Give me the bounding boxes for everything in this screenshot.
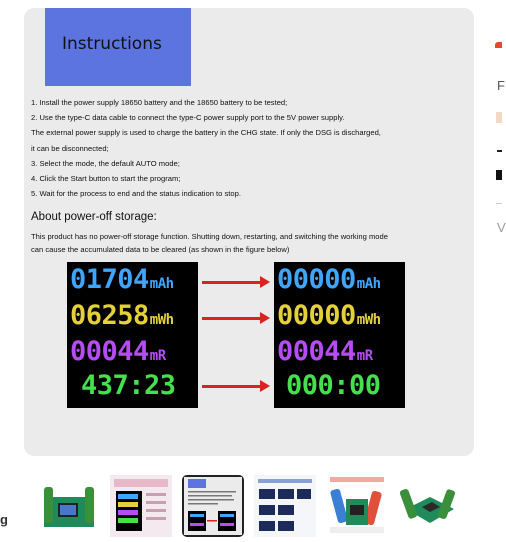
- capacity-readout: 01704mAh: [70, 264, 174, 295]
- lcd-after-screen: [274, 262, 405, 408]
- badge-fragment: [496, 112, 502, 123]
- time-readout: 000:00: [286, 370, 381, 401]
- capacity-readout: 00000mAh: [277, 264, 381, 295]
- power-off-storage-heading: About power-off storage:: [31, 211, 157, 223]
- instructions-title-box: [45, 8, 191, 86]
- thumbnail-board-angle[interactable]: [398, 475, 460, 537]
- arrow-icon: [202, 385, 267, 388]
- thumbnail-board-photo[interactable]: [38, 475, 100, 537]
- product-image-main: [24, 8, 474, 456]
- step-line: it can be disconnected;: [31, 143, 109, 153]
- power-off-storage-description: [31, 230, 471, 256]
- side-mark: [497, 150, 502, 152]
- step-line: 4. Click the Start button to start the program;: [31, 174, 181, 184]
- thumbnail-lcd-display[interactable]: [110, 475, 172, 537]
- description-line: This product has no power-off storage function. Shutting down, restarting, and switching the working mode: [31, 232, 388, 241]
- instructions-title: Instructions: [62, 34, 162, 54]
- board-angle-photo-icon: [398, 475, 460, 537]
- mode-diagram-icon: [254, 475, 316, 537]
- left-edge-fragment: g: [0, 512, 8, 527]
- resistance-readout: 00044mR: [70, 336, 166, 367]
- side-text-fragment: V: [497, 220, 506, 235]
- thumbnail-instructions-selected[interactable]: [182, 475, 244, 537]
- instructions-image-icon: [184, 477, 242, 535]
- lcd-display-icon: [110, 475, 172, 537]
- side-mark: [496, 170, 502, 180]
- thumbnail-strip: [0, 472, 502, 536]
- promo-icon: [495, 42, 502, 48]
- step-line: 5. Wait for the process to end and the status indication to stop.: [31, 189, 241, 199]
- lcd-before-screen: [67, 262, 198, 408]
- step-line: 2. Use the type-C data cable to connect the type-C power supply port to the 5V power supply.: [31, 113, 345, 123]
- energy-readout: 06258mWh: [70, 300, 174, 331]
- thumbnail-mode-diagram[interactable]: [254, 475, 316, 537]
- arrow-icon: [202, 317, 267, 320]
- board-photo-icon: [38, 475, 100, 537]
- description-line: can cause the accumulated data to be cleared (as shown in the figure below): [31, 245, 290, 254]
- instructions-steps: [31, 95, 471, 201]
- thumbnail-wiring-diagram[interactable]: [326, 475, 388, 537]
- step-line: 3. Select the mode, the default AUTO mode;: [31, 158, 180, 168]
- arrow-icon: [202, 281, 267, 284]
- side-divider: [496, 203, 502, 204]
- step-line: The external power supply is used to charge the battery in the CHG state. If only the DSG is discharged,: [31, 128, 381, 138]
- resistance-readout: 00044mR: [277, 336, 373, 367]
- side-text-fragment: F: [497, 78, 505, 93]
- time-readout: 437:23: [81, 370, 176, 401]
- step-line: 1. Install the power supply 18650 battery and the 18650 battery to be tested;: [31, 98, 288, 107]
- energy-readout: 00000mWh: [277, 300, 381, 331]
- wiring-diagram-icon: [326, 475, 388, 537]
